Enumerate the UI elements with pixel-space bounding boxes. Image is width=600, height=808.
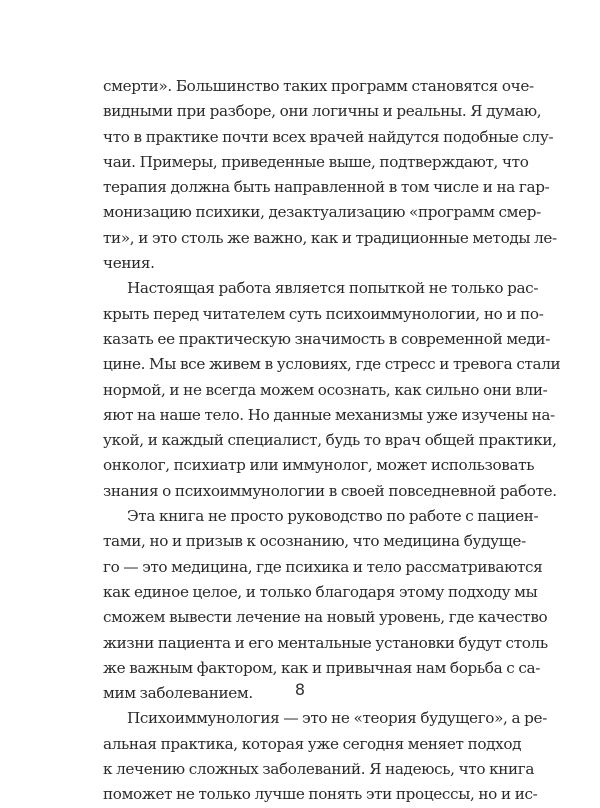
text-line: чаи. Примеры, приведенные выше, подтверждают, что <box>103 152 529 171</box>
text-line: терапия должна быть направленной в том числе и на гар- <box>103 178 550 197</box>
text-line: казать ее практическую значимость в современной меди- <box>103 329 550 348</box>
text-line: монизацию психики, дезактуализацию «программ смер- <box>103 203 541 222</box>
text-line: цине. Мы все живем в условиях, где стресс и тревога стали <box>103 355 561 374</box>
text-line: ти», и это столь же важно, как и традиционные методы ле- <box>103 228 557 247</box>
paragraph-3 <box>103 504 548 706</box>
text-line: же важным фактором, как и привычная нам борьба с са- <box>103 658 541 677</box>
text-line: что в практике почти всех врачей найдутся подобные слу- <box>103 127 554 146</box>
text-line: Психоиммунология — это не «теория будущего», а ре- <box>127 709 547 728</box>
paragraph-4 <box>103 706 547 807</box>
text-line: нормой, и не всегда можем осознать, как сильно они вли- <box>103 380 548 399</box>
text-line: го — это медицина, где психика и тело рассматриваются <box>103 557 543 576</box>
text-line: чения. <box>103 254 155 273</box>
text-line: онколог, психиатр или иммунолог, может использовать <box>103 456 535 475</box>
text-line: сможем вывести лечение на новый уровень, где качество <box>103 608 548 627</box>
text-line: укой, и каждый специалист, будь то врач общей практики, <box>103 431 557 450</box>
text-line: к лечению сложных заболеваний. Я надеюсь, что книга <box>103 760 535 779</box>
text-line: жизни пациента и его ментальные установки будут столь <box>103 633 548 652</box>
text-line: альная практика, которая уже сегодня меняет подход <box>103 734 522 753</box>
text-line: смерти». Большинство таких программ становятся оче- <box>103 77 534 95</box>
text-line: как единое целое, и только благодаря этому подходу мы <box>103 582 538 601</box>
text-line: поможет не только лучше понять эти процессы, но и ис- <box>103 785 538 804</box>
page-number: 8 <box>294 680 306 699</box>
text-line: видными при разборе, они логичны и реальны. Я думаю, <box>103 102 542 121</box>
paragraph-1 <box>103 74 557 276</box>
paragraph-2 <box>103 276 561 504</box>
text-line: знания о психоиммунологии в своей повседневной работе. <box>103 481 557 500</box>
text-line: Настоящая работа является попыткой не только рас- <box>127 279 539 298</box>
text-line: яют на наше тело. Но данные механизмы уже изучены на- <box>103 405 555 424</box>
text-line: тами, но и призыв к осознанию, что медицина будуще- <box>103 532 526 551</box>
text-line: Эта книга не просто руководство по работе с пациен- <box>127 507 539 526</box>
text-line: мим заболеванием. <box>103 684 253 703</box>
text-line: крыть перед читателем суть психоиммунологии, но и по- <box>103 304 544 323</box>
